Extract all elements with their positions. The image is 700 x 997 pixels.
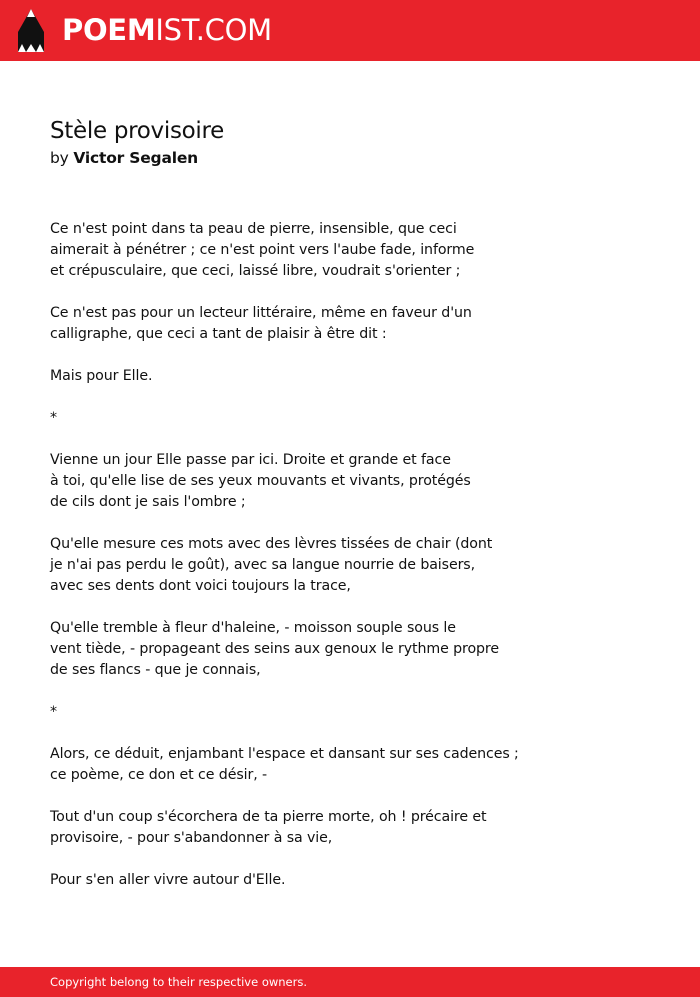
poem-line: aimerait à pénétrer ; ce n'est point vers l'aube fade, informe: [50, 242, 475, 258]
poem-header: [50, 117, 224, 168]
poem-line: Qu'elle mesure ces mots avec des lèvres tissées de chair (dont: [50, 536, 493, 552]
poem-line: à toi, qu'elle lise de ses yeux mouvants et vivants, protégés: [50, 473, 471, 489]
copyright-text: Copyright belong to their respective owners.: [50, 975, 308, 989]
pencil-logo-icon[interactable]: [17, 8, 45, 53]
poem-stanza: [50, 534, 650, 597]
site-footer: [0, 967, 700, 997]
poem-line: Qu'elle tremble à fleur d'haleine, - moisson souple sous le: [50, 620, 456, 636]
poem-line: Tout d'un coup s'écorchera de ta pierre morte, oh ! précaire et: [50, 809, 487, 825]
poem-line: Pour s'en aller vivre autour d'Elle.: [50, 872, 286, 888]
poem-line: et crépusculaire, que ceci, laissé libre, voudrait s'orienter ;: [50, 263, 461, 279]
site-brand[interactable]: [62, 13, 272, 47]
poem-title: Stèle provisoire: [50, 118, 224, 144]
poem-stanza: [50, 408, 650, 429]
brand-light: IST.COM: [155, 13, 272, 47]
poem-line: Ce n'est point dans ta peau de pierre, insensible, que ceci: [50, 221, 457, 237]
site-header: [0, 0, 700, 61]
poem-line: ce poème, ce don et ce désir, -: [50, 767, 268, 783]
poem-stanza: [50, 219, 650, 282]
poem-line: avec ses dents dont voici toujours la trace,: [50, 578, 351, 594]
poem-line: vent tiède, - propageant des seins aux genoux le rythme propre: [50, 641, 499, 657]
poem-line: provisoire, - pour s'abandonner à sa vie,: [50, 830, 333, 846]
poem-line: Ce n'est pas pour un lecteur littéraire, même en faveur d'un: [50, 305, 472, 321]
poem-stanza: [50, 744, 650, 786]
poem-stanza: [50, 807, 650, 849]
poem-stanza: [50, 450, 650, 513]
brand-bold: POEM: [62, 13, 156, 47]
poem-line: je n'ai pas perdu le goût), avec sa langue nourrie de baisers,: [50, 557, 476, 573]
poem-line: calligraphe, que ceci a tant de plaisir à être dit :: [50, 326, 387, 342]
poem-stanza: [50, 702, 650, 723]
poem-line: *: [50, 704, 57, 720]
poem-stanza: [50, 303, 650, 345]
poem-line: de ses flancs - que je connais,: [50, 662, 261, 678]
poem-stanza: [50, 366, 650, 387]
poem-line: Mais pour Elle.: [50, 368, 153, 384]
poem-line: Vienne un jour Elle passe par ici. Droite et grande et face: [50, 452, 451, 468]
poem-stanza: [50, 870, 650, 891]
poem-line: Alors, ce déduit, enjambant l'espace et dansant sur ses cadences ;: [50, 746, 519, 762]
by-label: by: [50, 149, 69, 167]
byline: [50, 148, 224, 168]
poem-body: [50, 219, 650, 912]
poem-line: de cils dont je sais l'ombre ;: [50, 494, 246, 510]
poem-line: *: [50, 410, 57, 426]
poem-author: Victor Segalen: [73, 149, 198, 167]
poem-stanza: [50, 618, 650, 681]
